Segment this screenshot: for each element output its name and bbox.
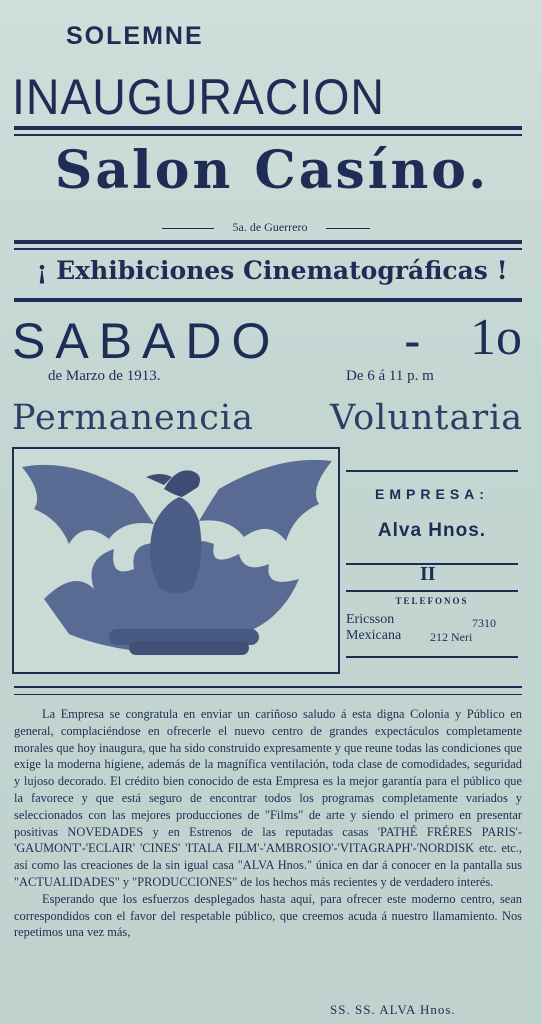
- address: 5a. de Guerrero: [232, 220, 308, 234]
- day-dash: -: [404, 313, 421, 369]
- tel-name: Mexicana: [346, 628, 402, 643]
- body-paragraph: Esperando que los esfuerzos desplegados hasta aquí, para ofrecer este moderno centro, sean correspondidos con el favor del respetable público, que creemos acuda á nuestro llamamiento. Nos repetimos una vez más,: [14, 891, 522, 940]
- salon-title: Salon Casíno.: [54, 140, 490, 201]
- divider: [14, 298, 522, 302]
- divider: [14, 240, 522, 244]
- day-number: 1o: [470, 309, 522, 366]
- exhibiciones-heading: ¡ Exhibiciones Cinematográficas !: [36, 256, 508, 285]
- divider: [14, 694, 522, 695]
- solemne-heading: SOLEMNE: [66, 22, 204, 50]
- inauguracion-heading: INAUGURACION: [12, 69, 385, 125]
- day-name: SABADO: [12, 313, 281, 369]
- divider: [346, 590, 518, 592]
- empresa-label: EMPRESA:: [375, 486, 489, 502]
- telefonos-label: TELEFONOS: [395, 596, 469, 606]
- voluntaria-label: Voluntaria: [330, 398, 524, 438]
- empresa-name: Alva Hnos.: [377, 520, 487, 541]
- event-hours: De 6 á 11 p. m: [346, 368, 434, 384]
- tel-name: Ericsson: [346, 612, 395, 627]
- signature: SS. SS. ALVA Hnos.: [330, 1002, 456, 1017]
- divider: [14, 134, 522, 136]
- tel-number: 212 Neri: [430, 630, 473, 644]
- phoenix-eagle-icon: [14, 449, 338, 672]
- divider: [346, 656, 518, 658]
- empresa-mark: II: [420, 563, 436, 585]
- body-paragraph: La Empresa se congratula en enviar un cariñoso saludo á esta digna Colonia y Público en general, complaciéndose en ofrecerle el nuevo centro de grandes expectáculos completamente morales que hoy inaugura, que ha sido construido expresamente y que reune todas las condiciones que exige la moderna higiene, además de la magnífica ventilación, toda clase de comodidades, seguridad y lujoso decorado. El crédito bien conocido de esta Empresa es la mejor garantía para el público que la favorece y que está seguro de encontrar todos los programas completamente variados y seleccionados con las mejores producciones de "Films" de arte y siendo el primero en presentar positivas NOVEDADES y en Estrenos de las reputadas casas 'PATHÉ FRÉRES PARIS'-'GAUMONT'-'ECLAIR' 'CINES' 'ITALA FILM'-'AMBROSIO'-'VITAGRAPH'-'NORDISK etc. etc., así como las creaciones de la sin igual casa "ALVA Hnos." única en dar á conocer en la pantalla sus "ACTUALIDADES" y "PRODUCCIONES" de los hechos más recientes y de verdadero interés.: [14, 707, 522, 889]
- divider: [14, 126, 522, 130]
- divider: [14, 686, 522, 688]
- divider: [346, 470, 518, 472]
- address-line-right: [326, 228, 370, 229]
- tel-number: 7310: [472, 616, 496, 630]
- emblem-box: [12, 447, 340, 674]
- body-text: [14, 706, 522, 941]
- divider: [14, 248, 522, 250]
- permanencia-label: Permanencia: [12, 398, 254, 438]
- event-date: de Marzo de 1913.: [48, 368, 161, 384]
